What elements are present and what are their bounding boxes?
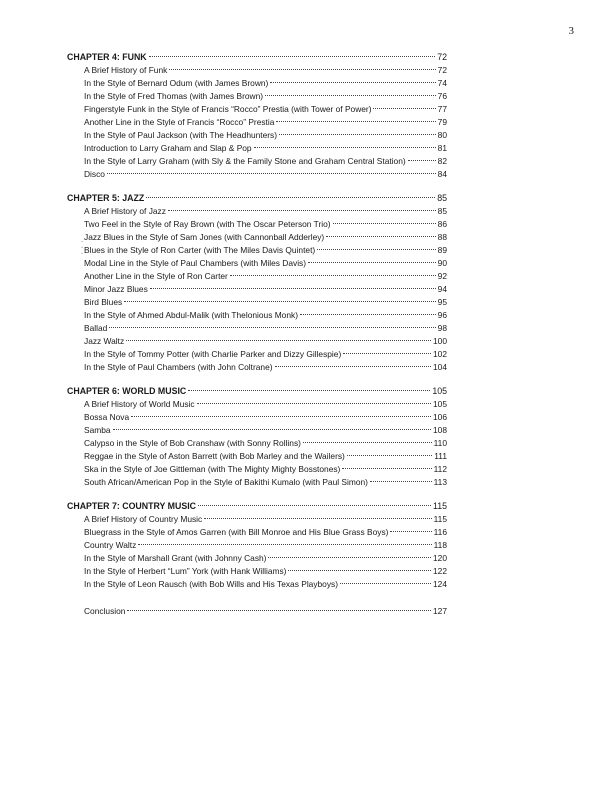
entry-page: 74	[437, 78, 447, 88]
dot-leader	[346, 446, 433, 459]
entry-label: In the Style of Marshall Grant (with Johnny Cash)	[84, 553, 267, 563]
dot-leader	[137, 535, 432, 548]
chapter-heading[interactable]	[67, 381, 447, 394]
toc-entry[interactable]	[67, 318, 447, 331]
entry-label: A Brief History of Funk	[84, 65, 168, 75]
entry-label: Bluegrass in the Style of Amos Garren (with Bill Monroe and His Blue Grass Boys)	[84, 527, 389, 537]
dot-leader	[407, 151, 437, 164]
entry-page: 112	[433, 464, 447, 474]
entry-label: Bossa Nova	[84, 412, 130, 422]
margin-mark-icon: ◦◦◦	[79, 239, 85, 257]
entry-page: 84	[437, 169, 447, 179]
entry-page: 72	[437, 65, 447, 75]
entry-page: 81	[437, 143, 447, 153]
dot-leader	[339, 574, 432, 587]
entry-label: In the Style of Fred Thomas (with James Brown)	[84, 91, 264, 101]
entry-page: 118	[433, 540, 447, 550]
entry-page: 113	[433, 477, 447, 487]
dot-leader	[229, 266, 437, 279]
entry-page: 127	[433, 606, 447, 616]
dot-leader	[287, 561, 432, 574]
entry-page: 98	[437, 323, 447, 333]
dot-leader	[307, 253, 437, 266]
entry-page: 76	[437, 91, 447, 101]
chapter-page: 105	[432, 386, 447, 396]
dot-leader	[275, 112, 436, 125]
dot-leader	[302, 433, 433, 446]
toc-entry[interactable]	[67, 331, 447, 344]
toc-entry[interactable]	[67, 305, 447, 318]
entry-label: In the Style of Paul Chambers (with John Coltrane)	[84, 362, 273, 372]
dot-leader	[325, 227, 436, 240]
entry-label: Disco	[84, 169, 105, 179]
entry-label: A Brief History of Jazz	[84, 206, 166, 216]
entry-label: In the Style of Tommy Potter (with Charlie Parker and Dizzy Gillespie)	[84, 349, 342, 359]
dot-leader	[299, 305, 437, 318]
entry-page: 120	[433, 553, 447, 563]
entry-page: 124	[433, 579, 447, 589]
entry-page: 85	[437, 206, 447, 216]
dot-leader	[167, 201, 437, 214]
chapter-heading[interactable]	[67, 188, 447, 201]
entry-page: 82	[437, 156, 447, 166]
dot-leader	[112, 420, 432, 433]
entry-page: 80	[437, 130, 447, 140]
entry-label: Jazz Waltz	[84, 336, 125, 346]
entry-page: 116	[433, 527, 447, 537]
dot-leader	[130, 407, 432, 420]
entry-page: 92	[437, 271, 447, 281]
entry-page: 79	[437, 117, 447, 127]
entry-label: Ska in the Style of Joe Gittleman (with The Mighty Mighty Bosstones)	[84, 464, 341, 474]
entry-label: Calypso in the Style of Bob Cranshaw (with Sonny Rollins)	[84, 438, 301, 448]
dot-leader	[197, 496, 432, 509]
toc-entry-conclusion[interactable]	[67, 601, 447, 614]
toc-entry[interactable]	[67, 292, 447, 305]
dot-leader	[316, 240, 436, 253]
dot-leader	[274, 357, 432, 370]
dot-leader	[123, 292, 437, 305]
toc-entry[interactable]	[67, 420, 447, 433]
entry-label: Reggae in the Style of Aston Barrett (with Bob Marley and the Wailers)	[84, 451, 345, 461]
entry-page: 104	[433, 362, 447, 372]
entry-label: Fingerstyle Funk in the Style of Francis “Rocco” Prestia (with Tower of Power)	[84, 104, 372, 114]
dot-leader	[341, 459, 432, 472]
entry-page: 88	[437, 232, 447, 242]
dot-leader	[278, 125, 437, 138]
entry-label: In the Style of Bernard Odum (with James Brown)	[84, 78, 269, 88]
entry-page: 86	[437, 219, 447, 229]
entry-label: Introduction to Larry Graham and Slap & Pop	[84, 143, 252, 153]
dot-leader	[267, 548, 432, 561]
entry-page: 111	[434, 451, 447, 461]
entry-label: In the Style of Ahmed Abdul-Malik (with Thelonious Monk)	[84, 310, 298, 320]
chapter-title: CHAPTER 7: COUNTRY MUSIC	[67, 501, 197, 511]
entry-page: 95	[437, 297, 447, 307]
chapter-page: 72	[437, 52, 447, 62]
chapter-title: CHAPTER 6: WORLD MUSIC	[67, 386, 187, 396]
dot-leader	[108, 318, 436, 331]
dot-leader	[126, 601, 432, 614]
chapter-heading[interactable]	[67, 47, 447, 60]
dot-leader	[149, 279, 437, 292]
entry-page: 115	[433, 514, 447, 524]
entry-label: Ballad	[84, 323, 108, 333]
entry-page: 94	[437, 284, 447, 294]
entry-label: Modal Line in the Style of Paul Chambers (with Miles Davis)	[84, 258, 307, 268]
dot-leader	[148, 47, 437, 60]
dot-leader	[389, 522, 432, 535]
chapter-title: CHAPTER 5: JAZZ	[67, 193, 145, 203]
entry-label: A Brief History of World Music	[84, 399, 195, 409]
dot-leader	[145, 188, 436, 201]
chapter-6-section	[67, 381, 447, 485]
dot-leader	[369, 472, 433, 485]
table-of-contents	[67, 47, 447, 614]
chapter-4-section	[67, 47, 447, 177]
dot-leader	[372, 99, 436, 112]
entry-label: South African/American Pop in the Style of Bakithi Kumalo (with Paul Simon)	[84, 477, 368, 487]
chapter-7-section	[67, 496, 447, 587]
entry-label: Bird Blues	[84, 297, 123, 307]
entry-page: 102	[433, 349, 447, 359]
entry-label: Minor Jazz Blues	[84, 284, 148, 294]
toc-entry[interactable]	[67, 433, 447, 446]
entry-page: 89	[437, 245, 447, 255]
entry-label: Country Waltz	[84, 540, 137, 550]
entry-label: Jazz Blues in the Style of Sam Jones (with Cannonball Adderley)	[84, 232, 325, 242]
chapter-title: CHAPTER 4: FUNK	[67, 52, 147, 62]
entry-page: 110	[433, 438, 447, 448]
entry-page: 105	[433, 399, 447, 409]
dot-leader	[264, 86, 437, 99]
entry-page: 100	[433, 336, 447, 346]
entry-label: Conclusion	[84, 606, 126, 616]
entry-page: 90	[437, 258, 447, 268]
chapter-page: 85	[437, 193, 447, 203]
dot-leader	[125, 331, 432, 344]
entry-label: In the Style of Paul Jackson (with The Headhunters)	[84, 130, 278, 140]
entry-page: 77	[437, 104, 447, 114]
toc-entry[interactable]	[67, 164, 447, 177]
entry-page: 122	[433, 566, 447, 576]
page-number: 3	[568, 25, 574, 37]
chapter-page: 115	[432, 501, 447, 511]
chapter-heading[interactable]	[67, 496, 447, 509]
dot-leader	[187, 381, 431, 394]
entry-label: In the Style of Herbert “Lum” York (with Hank Williams)	[84, 566, 287, 576]
entry-page: 96	[437, 310, 447, 320]
chapter-5-section	[67, 188, 447, 370]
entry-label: A Brief History of Country Music	[84, 514, 203, 524]
entry-label: Another Line in the Style of Ron Carter	[84, 271, 228, 281]
entry-page: 108	[433, 425, 447, 435]
dot-leader	[332, 214, 437, 227]
dot-leader	[106, 164, 437, 177]
dot-leader	[196, 394, 432, 407]
entry-label: In the Style of Larry Graham (with Sly & the Family Stone and Graham Central Station)	[84, 156, 406, 166]
entry-page: 106	[433, 412, 447, 422]
entry-label: In the Style of Leon Rausch (with Bob Wills and His Texas Playboys)	[84, 579, 339, 589]
entry-label: Samba	[84, 425, 111, 435]
dot-leader	[203, 509, 432, 522]
entry-label: Two Feel in the Style of Ray Brown (with The Oscar Peterson Trio)	[84, 219, 331, 229]
dot-leader	[168, 60, 436, 73]
dot-leader	[253, 138, 437, 151]
dot-leader	[269, 73, 436, 86]
entry-label: Blues in the Style of Ron Carter (with The Miles Davis Quintet)	[84, 245, 316, 255]
entry-label: Another Line in the Style of Francis “Rocco” Prestia	[84, 117, 275, 127]
dot-leader	[342, 344, 432, 357]
